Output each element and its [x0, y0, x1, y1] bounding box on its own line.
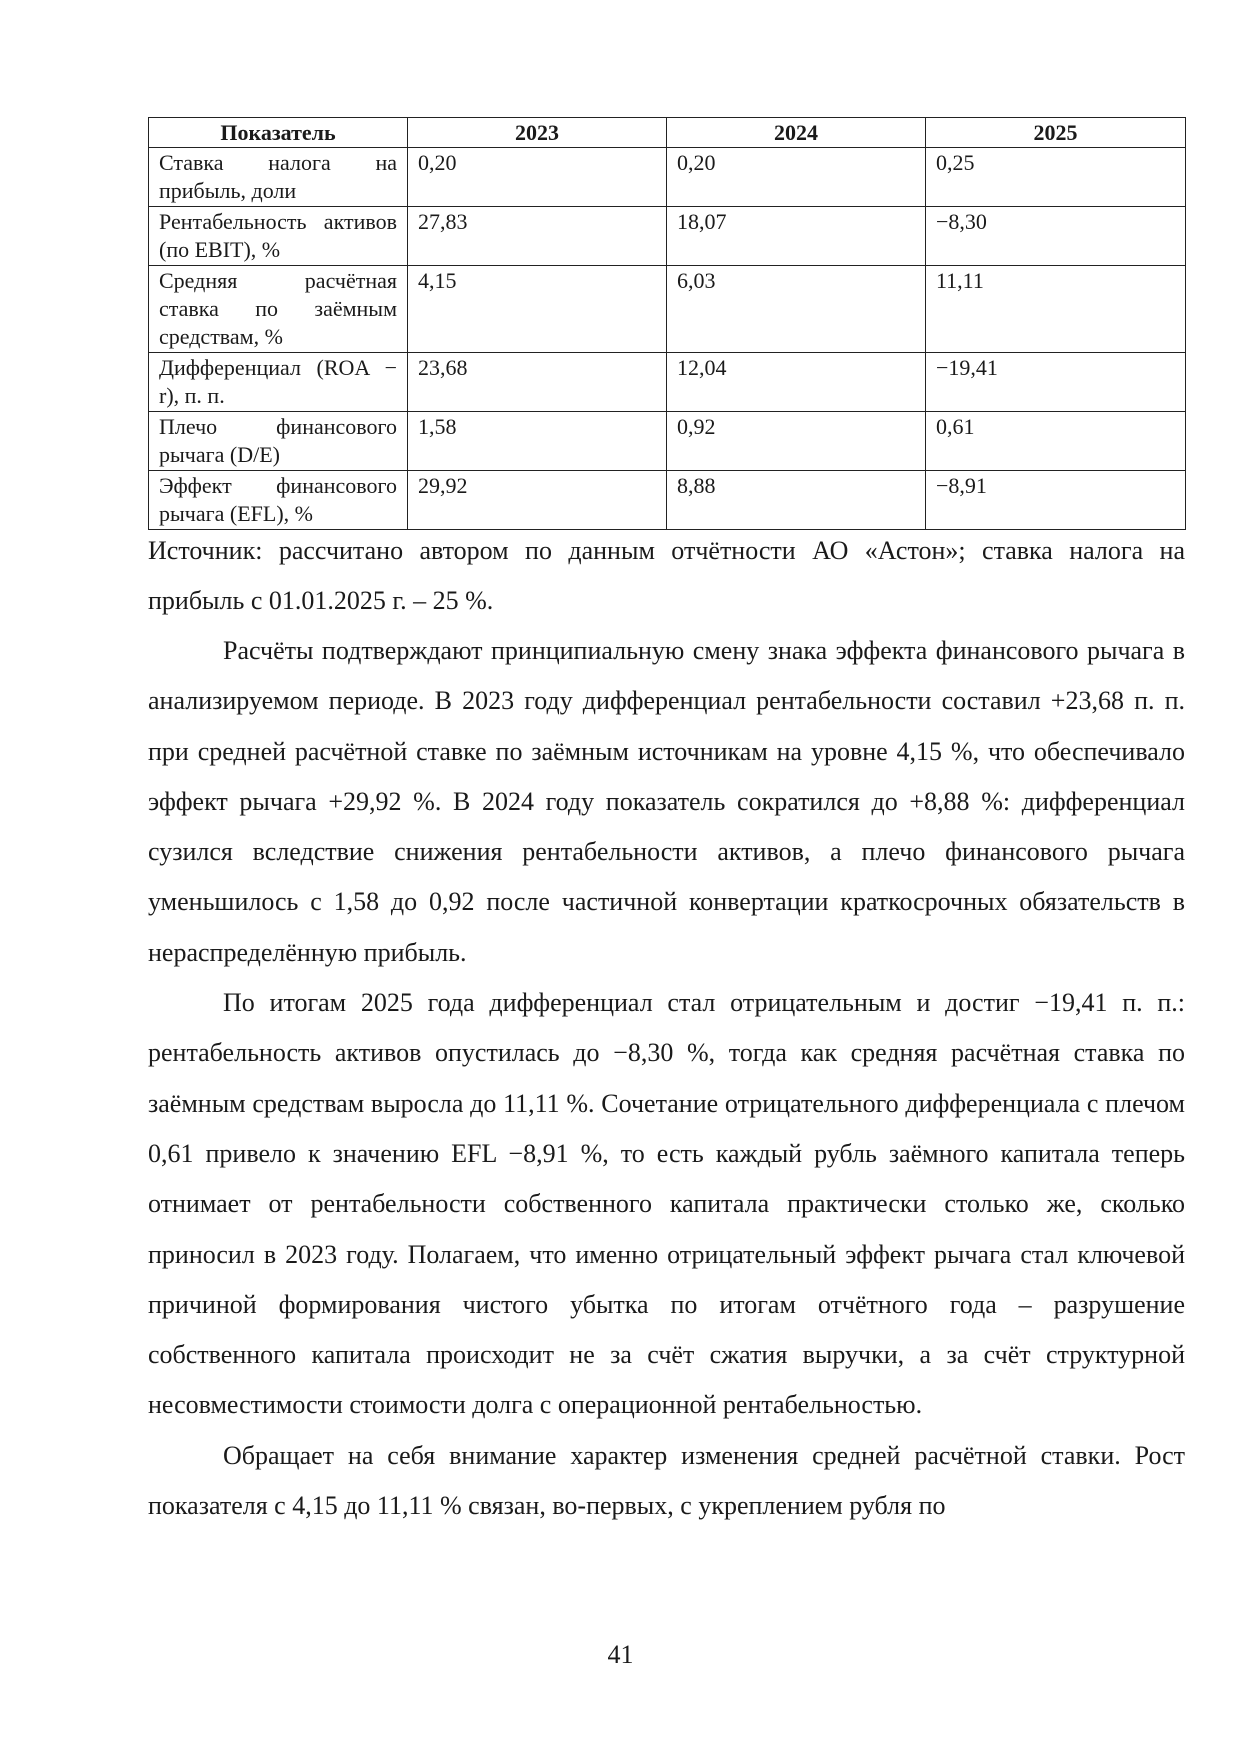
table-row: [149, 207, 1186, 266]
table-cell: 0,92: [667, 412, 926, 471]
row-label: Эффект финансового рычага (EFL), %: [149, 471, 408, 530]
table-cell: 12,04: [667, 353, 926, 412]
table-header-row: [149, 118, 1186, 148]
table-header-indicator: Показатель: [149, 118, 408, 148]
table-row: [149, 471, 1186, 530]
table-cell: 0,25: [926, 148, 1186, 207]
table-cell: 23,68: [408, 353, 667, 412]
row-label: Плечо финансового рычага (D/E): [149, 412, 408, 471]
table-cell: 4,15: [408, 266, 667, 353]
table-header-year: 2024: [667, 118, 926, 148]
row-label: Дифференциал (ROA − r), п. п.: [149, 353, 408, 412]
table-source-note: Источник: рассчитано автором по данным отчётности АО «Астон»; ставка налога на прибыль с 01.01.2025 г. – 25 %.: [148, 536, 1185, 615]
page-number: 41: [607, 1640, 634, 1669]
body-paragraph: Расчёты подтверждают принципиальную смену знака эффекта финансового рычага в анализируемом периоде. В 2023 году дифференциал рентабельности составил +23,68 п. п. при средней расчётной ставке по заёмным источникам на уровне 4,15 %, что обеспечивало эффект рычага +29,92 %. В 2024 году показатель сократился до +8,88 %: дифференциал сузился вследствие снижения рентабельности активов, а плечо финансового рычага уменьшилось с 1,58 до 0,92 после частичной конвертации краткосрочных обязательств в нераспределённую прибыль.: [148, 636, 1185, 967]
body-paragraph: По итогам 2025 года дифференциал стал отрицательным и достиг −19,41 п. п.: рентабельность активов опустилась до −8,30 %, тогда как средняя расчётная ставка по заёмным средствам выросла до 11,11 %. Сочетание отрицательного дифференциала с плечом 0,61 привело к значению EFL −8,91 %, то есть каждый рубль заёмного капитала теперь отнимает от рентабельности собственного капитала практически столько же, сколько приносил в 2023 году. Полагаем, что именно отрицательный эффект рычага стал ключевой причиной формирования чистого убытка по итогам отчётного года – разрушение собственного капитала происходит не за счёт сжатия выручки, а за счёт структурной несовместимости стоимости долга с операционной рентабельностью.: [148, 988, 1185, 1420]
table-cell: 11,11: [926, 266, 1186, 353]
table-cell: 1,58: [408, 412, 667, 471]
row-label: Ставка налога на прибыль, доли: [149, 148, 408, 207]
table-cell: 27,83: [408, 207, 667, 266]
table-row: [149, 148, 1186, 207]
table-cell: 18,07: [667, 207, 926, 266]
table-cell: −19,41: [926, 353, 1186, 412]
table-cell: 0,20: [408, 148, 667, 207]
table-header-year: 2025: [926, 118, 1186, 148]
table-header-year: 2023: [408, 118, 667, 148]
body-paragraph: Обращает на себя внимание характер изменения средней расчётной ставки. Рост показателя с 4,15 до 11,11 % связан, во-первых, с укреплением рубля по: [148, 1440, 1185, 1521]
table-row: [149, 266, 1186, 353]
table-cell: −8,30: [926, 207, 1186, 266]
table-row: [149, 353, 1186, 412]
table-cell: 0,20: [667, 148, 926, 207]
table-cell: −8,91: [926, 471, 1186, 530]
table-cell: 0,61: [926, 412, 1186, 471]
row-label: Средняя расчётная ставка по заёмным средствам, %: [149, 266, 408, 353]
row-label: Рентабельность активов (по EBIT), %: [149, 207, 408, 266]
table-cell: 6,03: [667, 266, 926, 353]
table-row: [149, 412, 1186, 471]
document-page: [148, 117, 1185, 1531]
table-cell: 29,92: [408, 471, 667, 530]
table-cell: 8,88: [667, 471, 926, 530]
financial-leverage-table: [148, 117, 1186, 530]
